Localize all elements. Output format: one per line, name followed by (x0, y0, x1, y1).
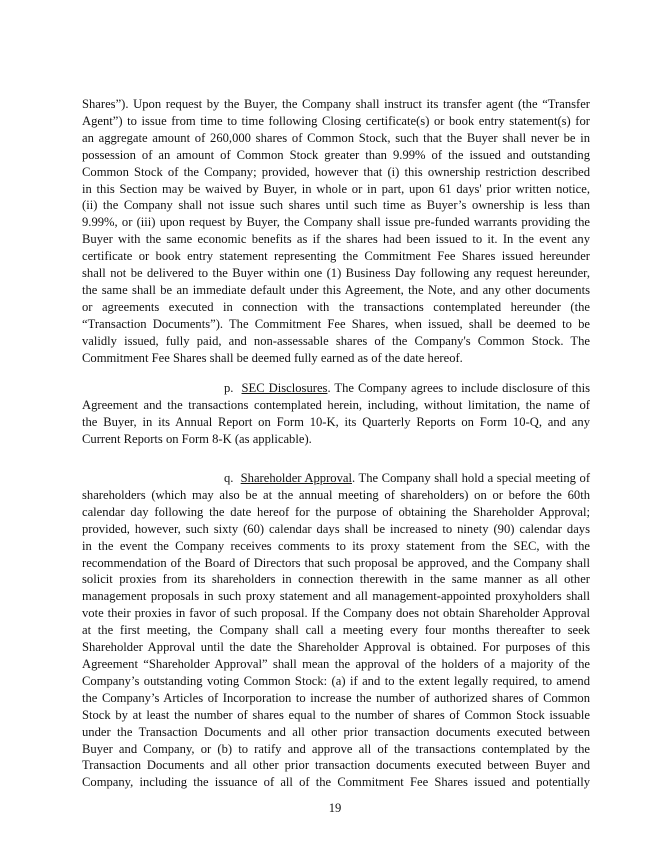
section-p-heading: SEC Disclosures (241, 381, 328, 395)
text-line: 9.99%, or (iii) upon request by Buyer, the Company shall issue pre-funded warrants providing the (82, 215, 590, 230)
text-line: possession of an amount of Common Stock greater than 9.99% of the issued and outstanding (82, 147, 590, 162)
text-line: Common Stock of the Company; provided, however that (i) this ownership restriction described (82, 164, 590, 179)
section-q-first-line (82, 470, 590, 487)
text-line: recommendation of the Board of Directors that such proposal be approved, and the Company shall (82, 555, 590, 570)
text-line: under the Transaction Documents and all other prior transaction documents executed between (82, 724, 590, 739)
section-p-sec-disclosures (82, 380, 590, 448)
section-p-first-line-text: . The Company agrees to include disclosure of this (327, 381, 590, 395)
text-line: Stock by at least the number of shares equal to the number of shares of Common Stock issuable (82, 707, 590, 722)
text-line: or agreements executed in connection with the transactions contemplated hereunder (the (82, 299, 590, 314)
text-line: certificate or book entry statement representing the Commitment Fee Shares issued hereunder (82, 249, 590, 264)
text-line: validly issued, fully paid, and non-assessable shares of the Company's Common Stock. The (82, 333, 590, 348)
text-line: in the event the Company receives comments to its proxy statement from the SEC, with the (82, 538, 590, 553)
text-line: solicit proxies from its shareholders in connection therewith in the same manner as all other (82, 572, 590, 587)
text-line: Buyer and Company, or (b) to ratify and approve all of the transactions contemplated by the (82, 741, 590, 756)
text-line: an aggregate amount of 260,000 shares of Common Stock, such that the Buyer shall never be in (82, 130, 590, 145)
text-line: vote their proxies in favor of such proposal. If the Company does not obtain Shareholder Approval (82, 606, 590, 621)
section-q-first-line-text: . The Company shall hold a special meeting of (351, 471, 591, 485)
section-p-first-line (82, 380, 590, 397)
page-number: 19 (328, 801, 342, 815)
text-line: Agreement “Shareholder Approval” shall mean the approval of the holders of a majority of the (82, 656, 590, 671)
text-line: Agent”) to issue from time to time following Closing certificate(s) or book entry statement(s) for (82, 113, 590, 128)
text-line: Transaction Documents and all other prior transaction documents executed between Buyer and (82, 758, 590, 773)
text-line: Shares”). Upon request by the Buyer, the Company shall instruct its transfer agent (the “Transfer (82, 97, 590, 111)
section-q-shareholder-approval (82, 470, 590, 791)
text-line: shall not be delivered to the Buyer within one (1) Business Day following any request hereunder, (82, 266, 590, 281)
text-line: the same shall be an immediate default under this Agreement, the Note, and any other documents (82, 282, 590, 297)
text-line: in this Section may be waived by Buyer, in whole or in part, upon 61 days' prior written notice, (82, 181, 590, 196)
text-line: Commitment Fee Shares shall be deemed fully earned as of the date hereof. (82, 350, 463, 365)
text-line: the Buyer, in its Annual Report on Form 10-K, its Quarterly Reports on Form 10-Q, and any (82, 414, 590, 429)
text-line: shareholders (which may also be at the annual meeting of shareholders) on or before the 60th (82, 487, 590, 502)
text-line: Buyer with the same economic benefits as if the shares had been issued to it. In the event any (82, 232, 590, 247)
text-line: management proposals in such proxy statement and all management-appointed proxyholders shall (82, 589, 590, 604)
section-q-heading: Shareholder Approval (240, 471, 352, 485)
section-q-marker: q. (224, 471, 234, 485)
text-line: provided, however, such sixty (60) calendar days shall be increased to ninety (90) calendar days (82, 521, 590, 536)
text-line: Current Reports on Form 8-K (as applicable). (82, 431, 312, 446)
text-line: the Company’s Articles of Incorporation to increase the number of authorized shares of Common (82, 690, 590, 705)
text-line: calendar day following the date hereof for the purpose of obtaining the Shareholder Approval; (82, 504, 590, 519)
text-line: Shareholder Approval until the date the Shareholder Approval is obtained. For purposes of this (82, 640, 590, 655)
text-line: Company’s outstanding voting Common Stock: (a) if and to the extent legally required, to amend (82, 673, 590, 688)
text-line: Agreement and the transactions contemplated herein, including, without limitation, the name of (82, 397, 590, 412)
text-line: (ii) the Company shall not issue such shares until such time as Buyer’s ownership is less than (82, 198, 590, 213)
section-p-marker: p. (224, 381, 234, 395)
text-line: “Transaction Documents”). The Commitment Fee Shares, when issued, shall be deemed to be (82, 316, 590, 331)
commitment-fee-paragraph-continued (82, 96, 590, 367)
text-line: at the first meeting, the Company shall call a meeting every four months thereafter to seek (82, 623, 590, 638)
text-line: Company, including the issuance of all of the Commitment Fee Shares issued and potentially (82, 775, 590, 790)
